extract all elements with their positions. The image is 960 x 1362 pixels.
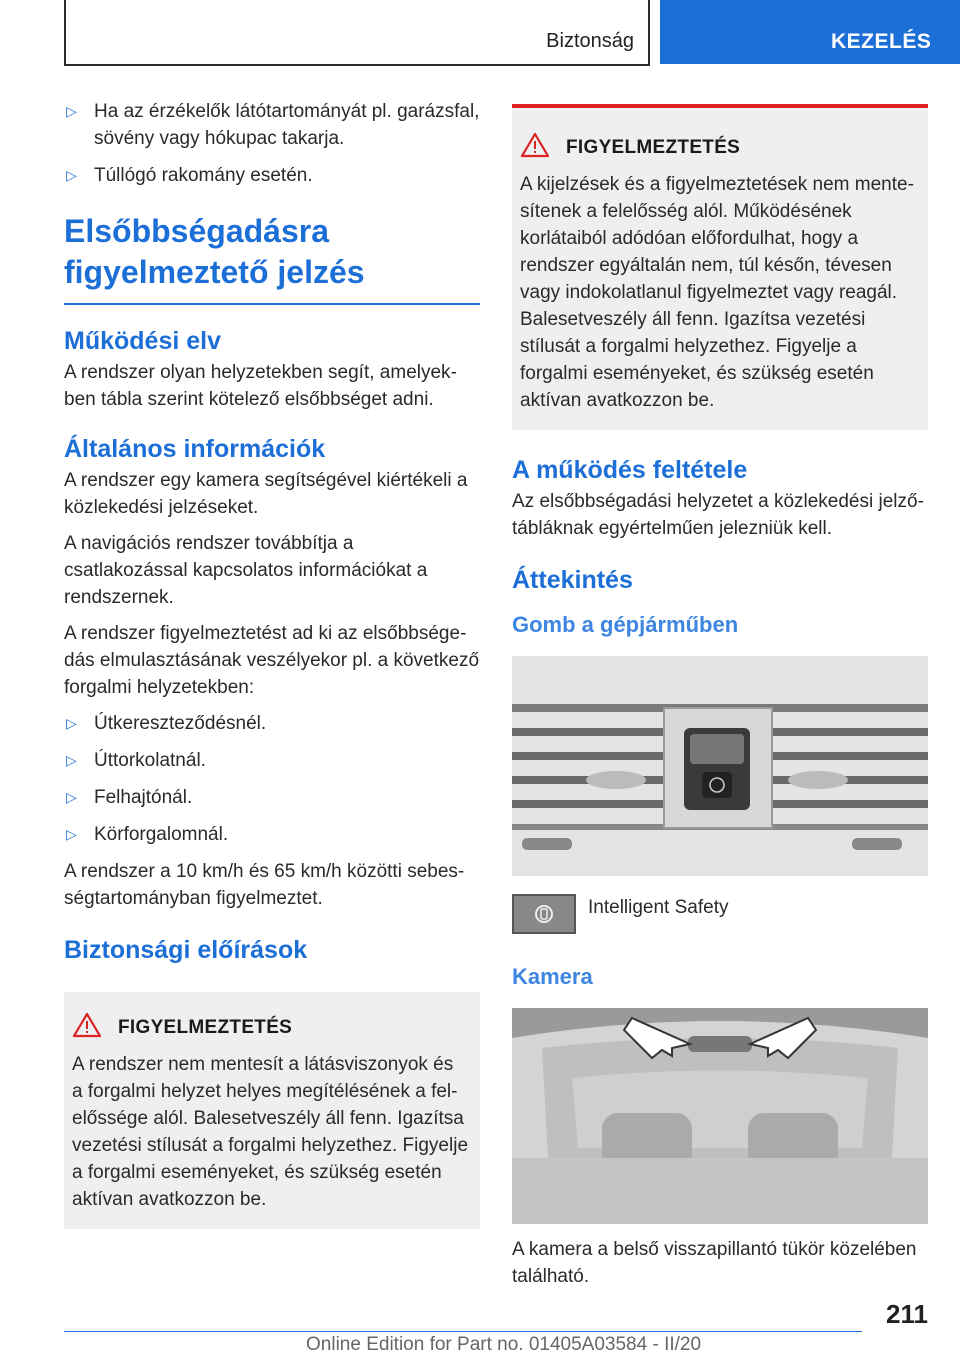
triangle-bullet-icon: ▷ bbox=[66, 752, 77, 768]
legend-label: Intelligent Safety bbox=[588, 897, 729, 918]
list-item: ▷ Úttorkolatnál. bbox=[64, 747, 480, 774]
paragraph: A rendszer a 10 km/h és 65 km/h közötti sebességtartományban figyelmeztet. bbox=[64, 861, 465, 909]
paragraph: Az elsőbbségadási helyzetet a közlekedési jelzőtábláknak egyértelműen jelezniük kell. bbox=[512, 491, 924, 539]
section-title-attekintes: Áttekintés bbox=[512, 566, 633, 594]
right-column bbox=[512, 104, 928, 1290]
warning-box-left bbox=[64, 992, 480, 1229]
header-box bbox=[64, 0, 650, 66]
camera-caption: A kamera a belső visszapillantó tükör közelében található. bbox=[512, 1239, 917, 1287]
paragraph: A navigációs rendszer továbbítja a csatlakozással kapcsolatos információkat a rendszernek. bbox=[64, 533, 428, 608]
warning-text: A kijelzések és a figyelmeztetések nem mentesítenek a felelősség alól. Működésének korlátaiból adódóan előfordulhat, hogy a rendszer egyáltalán nem, túl későn, tévesen vagy indokolatlanul figyelmeztet vagy reagál. Balesetveszély áll fenn. Igazítsa vezetési stílusát a forgalmi helyzethez. Figyelje a forgalmi eseményeket, és szükség esetén aktívan avatkozzon be. bbox=[520, 174, 914, 411]
section-title-altalanos: Általános információk bbox=[64, 435, 326, 463]
triangle-bullet-icon: ▷ bbox=[66, 167, 77, 183]
list-item: ▷ Útkereszteződésnél. bbox=[64, 710, 480, 737]
warning-triangle-icon bbox=[72, 1012, 118, 1043]
footer-edition: Online Edition for Part no. 01405A03584 - II/20 bbox=[306, 1334, 702, 1355]
left-column bbox=[64, 98, 480, 1229]
bullet-list-top bbox=[64, 98, 480, 189]
list-item: ▷ Túllógó rakomány esetén. bbox=[64, 162, 480, 189]
triangle-bullet-icon: ▷ bbox=[66, 103, 77, 119]
warning-title: FIGYELMEZTETÉS bbox=[566, 136, 741, 158]
triangle-bullet-icon: ▷ bbox=[66, 715, 77, 731]
section-title-mukodesi-elv: Működési elv bbox=[64, 327, 221, 355]
paragraph: A rendszer olyan helyzetekben segít, amelyekben tábla szerint kötelező elsőbbséget adni. bbox=[64, 362, 457, 410]
paragraph: A rendszer figyelmeztetést ad ki az elsőbbségedás elmulasztásának veszélyekor pl. a következő forgalmi helyzetekben: bbox=[64, 623, 480, 698]
camera-photo bbox=[512, 1008, 928, 1224]
subsection-title-gomb: Gomb a gépjárműben bbox=[512, 612, 739, 637]
list-item: ▷ Ha az érzékelők látótartományát pl. garázsfal, sövény vagy hókupac takarja. bbox=[64, 98, 480, 152]
subsection-title-kamera: Kamera bbox=[512, 964, 593, 989]
footer-divider bbox=[64, 1331, 862, 1332]
paragraph: A rendszer egy kamera segítségével kiértékeli a közlekedési jelzéseket. bbox=[64, 470, 468, 518]
intelligent-safety-button-icon bbox=[512, 894, 576, 934]
header-chapter-tab[interactable] bbox=[660, 0, 960, 64]
page-number: 211 bbox=[886, 1299, 928, 1329]
warning-box-right bbox=[512, 108, 928, 430]
list-item: ▷ Felhajtónál. bbox=[64, 784, 480, 811]
legend-row bbox=[512, 894, 928, 934]
chapter-title: Elsőbbségadásra figyelmeztető jelzés bbox=[64, 211, 480, 305]
list-item: ▷ Körforgalomnál. bbox=[64, 821, 480, 848]
header-chapter-label: KEZELÉS bbox=[831, 30, 932, 53]
header-section-label: Biztonság bbox=[546, 30, 634, 52]
triangle-bullet-icon: ▷ bbox=[66, 789, 77, 805]
button-photo bbox=[512, 656, 928, 876]
triangle-bullet-icon: ▷ bbox=[66, 826, 77, 842]
warning-triangle-icon bbox=[520, 132, 566, 163]
bullet-list-situations bbox=[64, 710, 480, 848]
warning-text: A rendszer nem mentesít a látásviszonyok és a forgalmi helyzet helyes megítélésének a felelősségе alól. Balesetveszély áll fenn. Igazítsa vezetési stílusát a forgalmi helyzethez. Figyelje a forgalmi eseményeket, és szükség esetén aktívan avatkozzon be. bbox=[72, 1054, 469, 1210]
warning-title: FIGYELMEZTETÉS bbox=[118, 1016, 293, 1038]
section-title-mukodes-feltetele: A működés feltétele bbox=[512, 456, 748, 484]
section-title-biztonsagi: Biztonsági előírások bbox=[64, 936, 308, 964]
